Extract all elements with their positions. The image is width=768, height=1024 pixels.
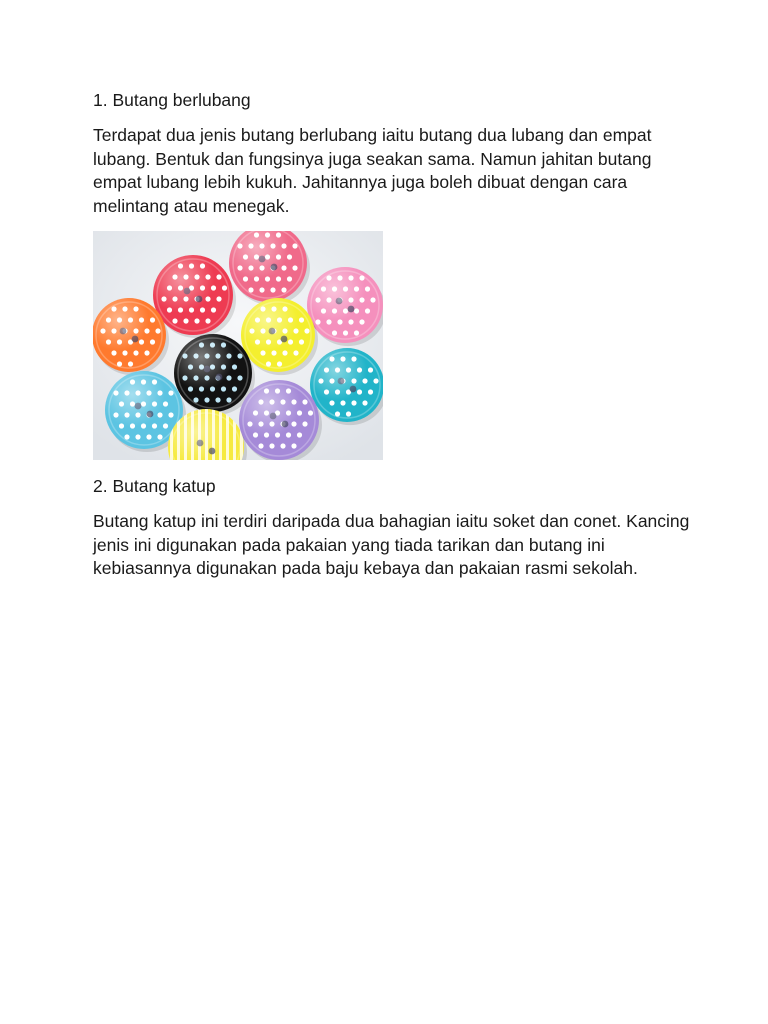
section-1-heading: 1. Butang berlubang bbox=[93, 90, 251, 110]
section-2-heading: 2. Butang katup bbox=[93, 476, 216, 496]
buttons-photo bbox=[93, 231, 383, 460]
section-2-paragraph: Butang katup ini terdiri daripada dua bahagian iaitu soket dan conet. Kancing jenis ini digunakan pada pakaian yang tiada tarikan dan butang ini kebiasannya digunakan pada baju kebaya dan pakaian rasmi sekolah. bbox=[93, 511, 690, 578]
buttons-illustration bbox=[93, 231, 383, 460]
document-page bbox=[93, 88, 693, 581]
section-1-paragraph: Terdapat dua jenis butang berlubang iaitu butang dua lubang dan empat lubang. Bentuk dan fungsinya juga seakan sama. Namun jahitan butang empat lubang lebih kukuh. Jahitannya juga boleh dibuat dengan cara melintang atau menegak. bbox=[93, 125, 652, 216]
